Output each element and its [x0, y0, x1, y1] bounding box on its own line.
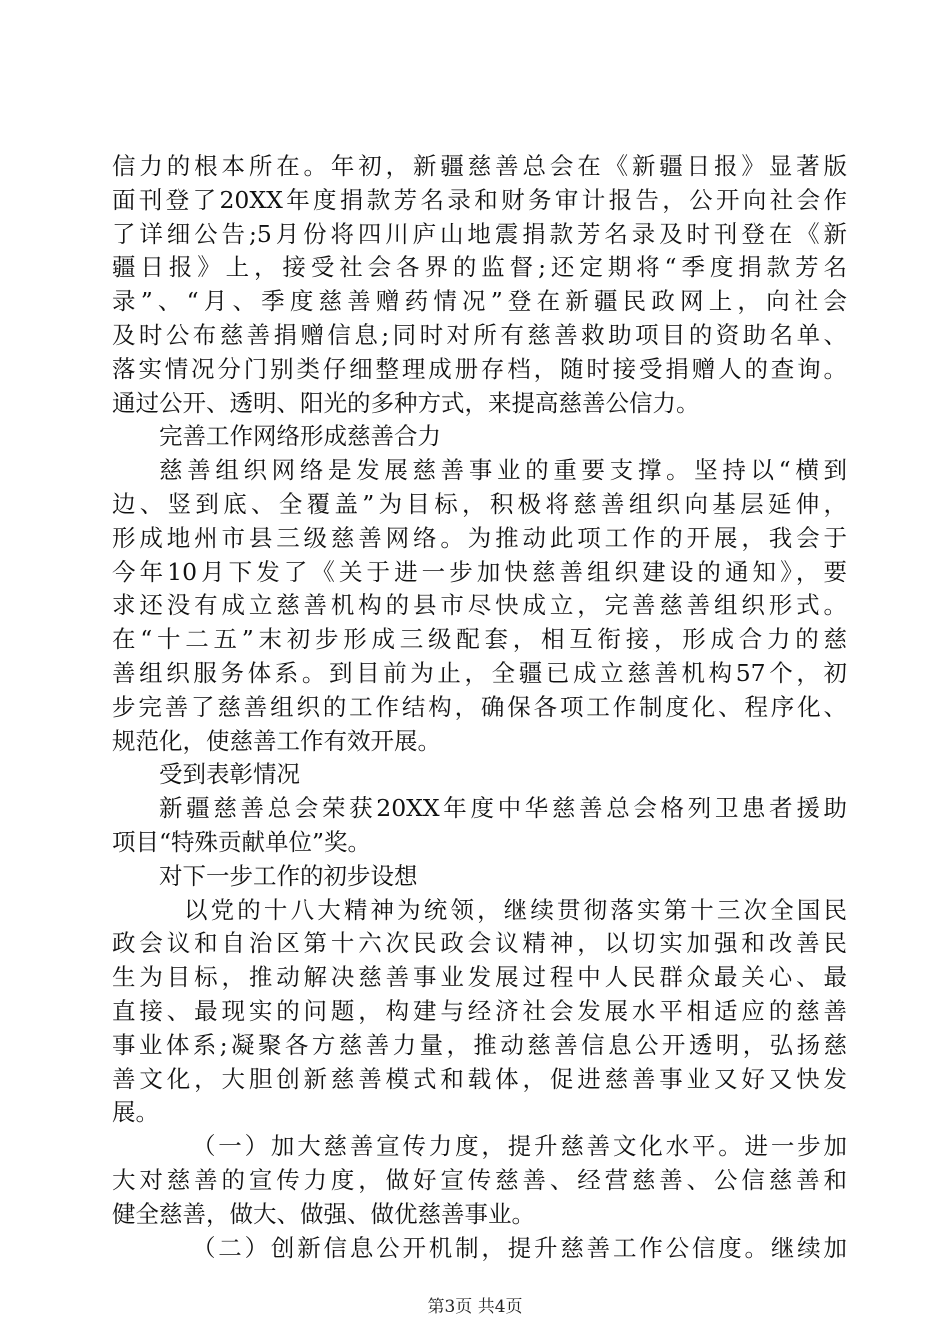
text-line: （一）加大慈善宣传力度，提升慈善文化水平。进一步加 — [192, 1132, 847, 1161]
text-line: 政会议和自治区第十六次民政会议精神，以切实加强和改善民 — [112, 929, 847, 958]
text-line: 落实情况分门别类仔细整理成册存档，随时接受捐赠人的查询。 — [112, 354, 847, 383]
text-line: 信力的根本所在。年初，新疆慈善总会在《新疆日报》显著版 — [112, 152, 847, 180]
text-line: 直接、最现实的问题，构建与经济社会发展水平相适应的慈善 — [112, 996, 847, 1025]
text-line: 慈善组织网络是发展慈善事业的重要支撑。坚持以“横到 — [159, 456, 847, 485]
text-line: 善文化，大胆创新慈善模式和载体，促进慈善事业又好又快发 — [112, 1064, 847, 1093]
document-body — [112, 150, 847, 1265]
text-line: 生为目标，推动解决慈善事业发展过程中人民群众最关心、最 — [112, 963, 847, 992]
text-line: 事业体系;凝聚各方慈善力量，推动慈善信息公开透明，弘扬慈 — [112, 1030, 847, 1059]
text-line: 录”、“月、季度慈善赠药情况”登在新疆民政网上，向社会 — [112, 287, 847, 316]
text-line: 受到表彰情况 — [159, 760, 300, 789]
page-footer: 第3页 共4页 — [427, 1297, 523, 1317]
text-line: （二）创新信息公开机制，提升慈善工作公信度。继续加 — [192, 1233, 847, 1262]
text-line: 面刊登了20XX年度捐款芳名录和财务审计报告，公开向社会作 — [112, 185, 847, 214]
text-line: 善组织服务体系。到目前为止，全疆已成立慈善机构57个，初 — [112, 658, 847, 687]
text-line: 及时公布慈善捐赠信息;同时对所有慈善救助项目的资助名单、 — [112, 320, 847, 349]
text-line: 边、竖到底、全覆盖”为目标，积极将慈善组织向基层延伸， — [112, 489, 847, 518]
text-line: 形成地州市县三级慈善网络。为推动此项工作的开展，我会于 — [112, 523, 847, 552]
text-line: 健全慈善，做大、做强、做优慈善事业。 — [112, 1199, 535, 1228]
text-line: 步完善了慈善组织的工作结构，确保各项工作制度化、程序化、 — [112, 692, 847, 721]
text-line: 规范化，使慈善工作有效开展。 — [112, 726, 441, 755]
text-line: 以党的十八大精神为统领，继续贯彻落实第十三次全国民 — [184, 895, 847, 924]
text-line: 通过公开、透明、阳光的多种方式，来提高慈善公信力。 — [112, 388, 700, 417]
text-line: 今年10月下发了《关于进一步加快慈善组织建设的通知》，要 — [112, 557, 847, 586]
text-line: 在“十二五”末初步形成三级配套，相互衔接，形成合力的慈 — [112, 625, 847, 654]
text-line: 求还没有成立慈善机构的县市尽快成立，完善慈善组织形式。 — [112, 591, 847, 620]
text-line: 了详细公告;5月份将四川庐山地震捐款芳名录及时刊登在《新 — [112, 219, 847, 248]
text-line: 完善工作网络形成慈善合力 — [159, 422, 441, 451]
text-line: 展。 — [112, 1098, 159, 1127]
text-line: 疆日报》上，接受社会各界的监督;还定期将“季度捐款芳名 — [112, 253, 847, 282]
text-line: 大对慈善的宣传力度，做好宣传慈善、经营慈善、公信慈善和 — [112, 1165, 847, 1194]
text-line: 对下一步工作的初步设想 — [159, 861, 418, 890]
text-line: 项目“特殊贡献单位”奖。 — [112, 827, 372, 856]
text-line: 新疆慈善总会荣获20XX年度中华慈善总会格列卫患者援助 — [159, 794, 847, 823]
